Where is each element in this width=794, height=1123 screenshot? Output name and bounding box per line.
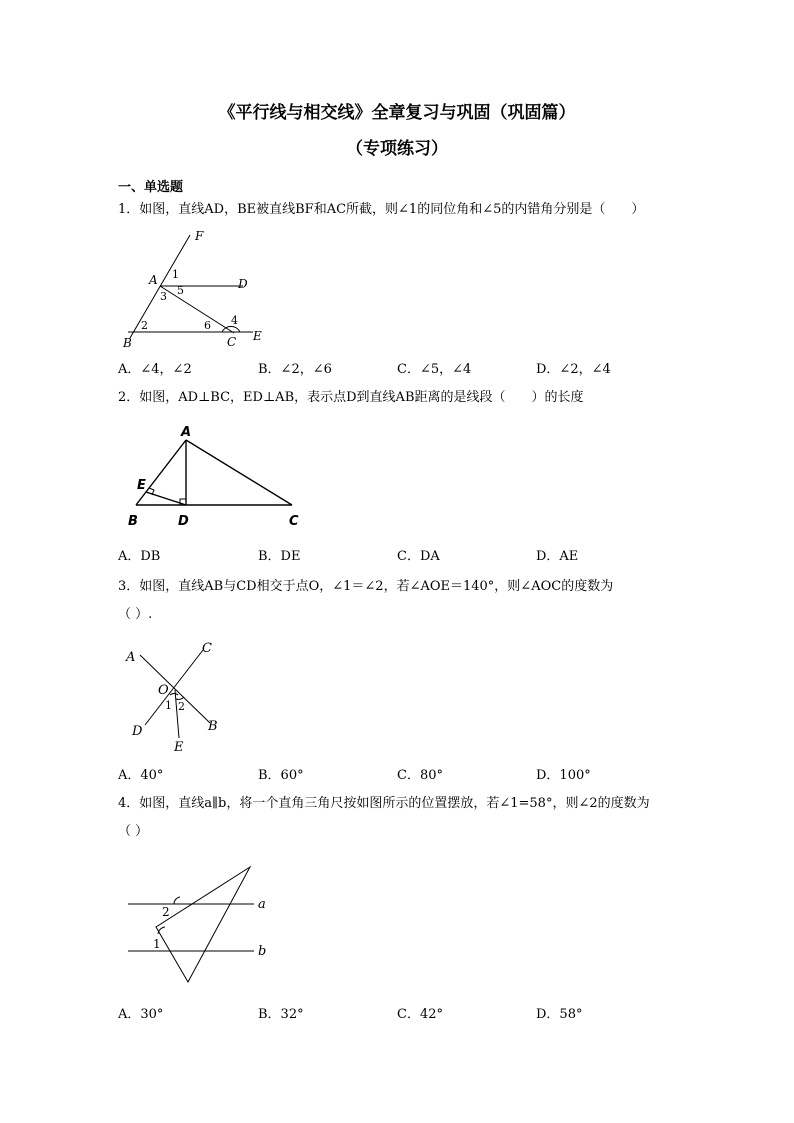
q3-option-c[interactable]: C．80° [397,768,443,783]
question-1-text: 1．如图，直线AD，BE被直线BF和AC所截，则∠1的同位角和∠5的内错角分别是（ ） [118,202,645,217]
question-1-figure [118,228,278,353]
question-4-text-line2: （ ） [118,824,149,839]
fig1-label-D: D [238,277,248,291]
fig3-label-O: O [158,683,169,698]
question-4-text-line1: 4．如图，直线a∥b，将一个直角三角尺按如图所示的位置摆放，若∠1=58°，则∠2的度数为 [118,796,650,811]
fig2-label-C: C [289,514,299,529]
fig1-label-1: 1 [172,268,179,281]
fig3-label-B: B [208,719,218,734]
fig2-label-E: E [137,478,146,493]
q4-option-b[interactable]: B．32° [258,1007,304,1022]
question-3-figure [118,635,238,755]
page-title: 《平行线与相交线》全章复习与巩固（巩固篇） [218,103,576,123]
question-3-text-line2: （ ）. [118,607,153,622]
q3-option-a[interactable]: A．40° [118,768,164,783]
fig3-label-E: E [174,740,184,755]
fig1-label-E: E [253,329,262,343]
q2-option-b[interactable]: B．DE [258,549,301,564]
fig1-label-A: A [149,273,158,287]
fig3-label-C: C [202,641,212,656]
fig1-label-2: 2 [141,319,148,332]
question-2-text: 2．如图，AD⊥BC，ED⊥AB，表示点D到直线AB距离的是线段（ ）的长度 [118,390,584,405]
fig2-label-B: B [128,514,138,529]
fig3-label-A: A [126,650,136,665]
section-heading: 一、单选题 [118,180,184,195]
fig2-label-A: A [181,425,192,440]
q4-option-a[interactable]: A．30° [118,1007,164,1022]
q1-option-b[interactable]: B．∠2，∠6 [258,362,332,377]
fig3-label-1: 1 [165,699,172,712]
q1-option-c[interactable]: C．∠5，∠4 [397,362,472,377]
fig1-label-F: F [195,229,204,243]
fig1-label-C: C [227,335,237,349]
q2-option-d[interactable]: D．AE [536,549,579,564]
page-subtitle: （专项练习） [346,139,448,159]
fig1-label-5: 5 [177,284,184,297]
q2-option-c[interactable]: C．DA [397,549,440,564]
fig2-label-D: D [178,514,189,529]
fig3-label-2: 2 [178,700,185,713]
fig1-label-3: 3 [160,290,167,303]
q1-option-d[interactable]: D．∠2，∠4 [536,362,611,377]
fig1-label-B: B [123,336,132,350]
question-4-figure [118,860,278,985]
question-3-text-line1: 3．如图，直线AB与CD相交于点O，∠1＝∠2，若∠AOE＝140°，则∠AOC的度数为 [118,579,614,594]
fig1-label-6: 6 [204,319,211,332]
fig4-label-b: b [258,944,267,959]
q1-option-a[interactable]: A．∠4，∠2 [118,362,192,377]
q2-option-a[interactable]: A．DB [118,549,161,564]
question-2-figure [118,418,318,533]
fig4-label-1: 1 [153,937,161,951]
q4-option-c[interactable]: C．42° [397,1007,443,1022]
fig1-label-4: 4 [231,314,238,327]
fig4-label-a: a [258,897,266,912]
fig3-label-D: D [132,724,143,739]
q3-option-d[interactable]: D．100° [536,768,591,783]
q3-option-b[interactable]: B．60° [258,768,304,783]
fig4-label-2: 2 [162,905,170,919]
q4-option-d[interactable]: D．58° [536,1007,583,1022]
